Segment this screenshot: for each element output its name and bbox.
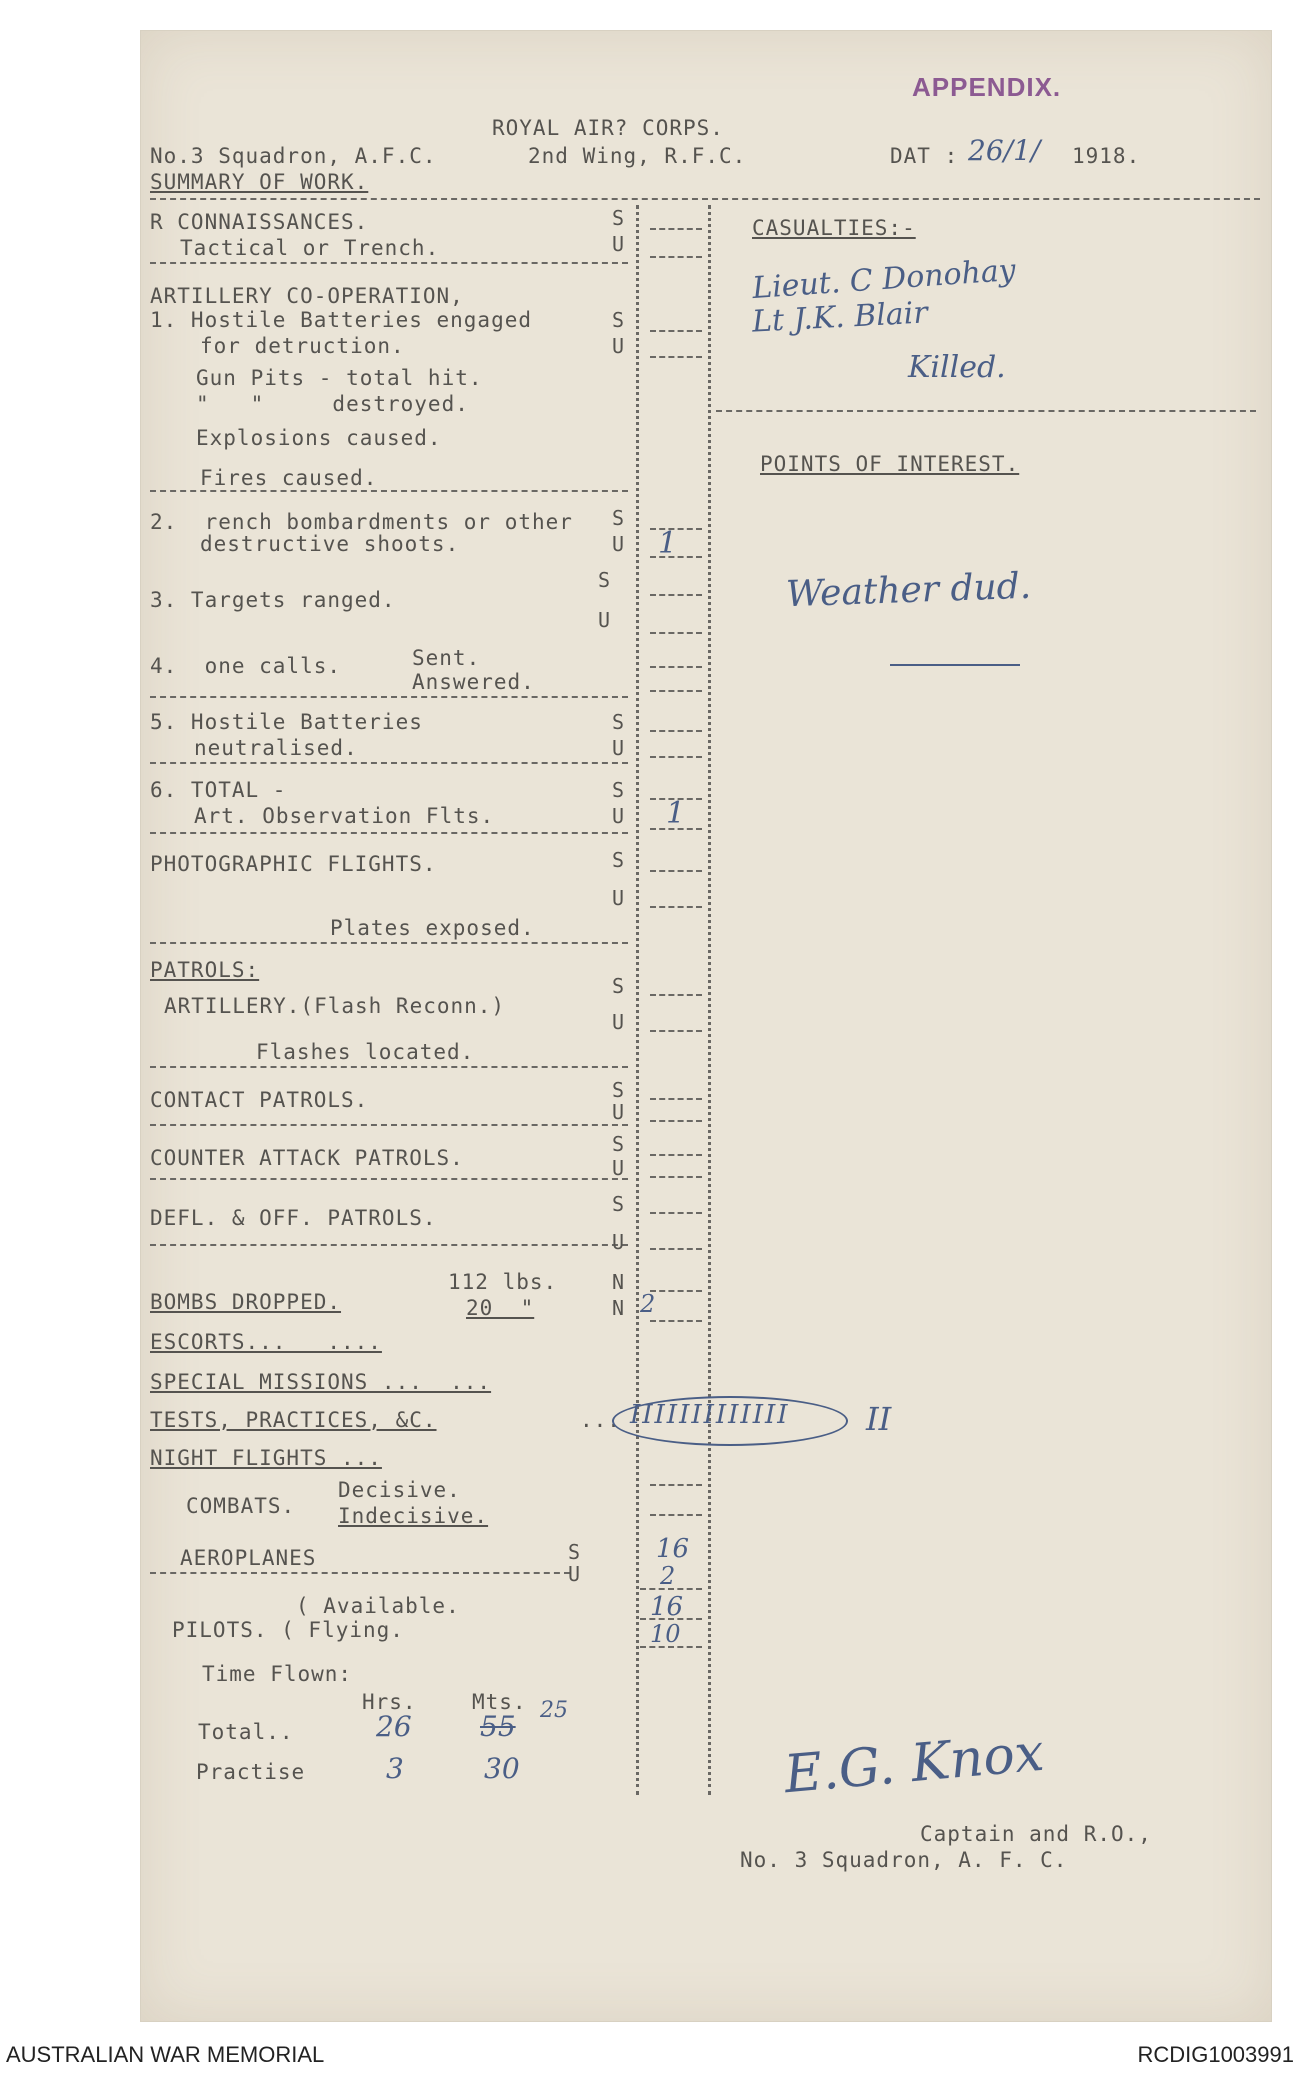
weather-note: Weather dud. [785,565,1032,616]
patrols-heading: PATROLS: [150,958,260,982]
explosions-label: Explosions caused. [196,426,442,450]
aeroplanes-label: AEROPLANES [180,1546,317,1570]
blank [650,666,702,668]
item-5-sub: neutralised. [194,736,358,760]
pilots-flying-label: PILOTS. ( Flying. [172,1618,404,1642]
su-u: U [612,334,626,358]
defl-off-label: DEFL. & OFF. PATROLS. [150,1206,437,1230]
rule [150,1124,628,1126]
blank [650,228,702,230]
artillery-heading: ARTILLERY CO-OPERATION, [150,284,464,308]
item-2-label: 2. rench bombardments or other [150,510,573,534]
blank [650,1514,702,1516]
total-hours: 26 [376,1710,412,1743]
rule [150,942,628,944]
su-u: U [612,736,626,760]
blank [650,1154,702,1156]
item-6-sub: Art. Observation Flts. [194,804,495,828]
pilots-flying-value: 10 [650,1620,681,1648]
tests-extra-tally: II [866,1400,892,1438]
photo-heading: PHOTOGRAPHIC FLIGHTS. [150,852,437,876]
casualties-heading: CASUALTIES:- [752,216,916,240]
blank [650,1098,702,1100]
tests-dots: ... [580,1408,621,1432]
appendix-stamp: APPENDIX. [912,72,1062,102]
centre-column-rule [708,205,711,1795]
blank [650,1212,702,1214]
footer-id: RCDIG1003991 [1137,2042,1294,2067]
su-u: U [612,1010,626,1034]
signoff-unit: No. 3 Squadron, A. F. C. [740,1848,1068,1872]
rule [150,762,628,764]
su-s: S [612,308,626,332]
su-u: U [612,886,626,910]
item-4-label: 4. one calls. [150,654,342,678]
blank [650,870,702,872]
blank [650,330,702,332]
date-handwritten: 26/1/ [968,134,1041,167]
rule [150,490,628,492]
special-missions-label: SPECIAL MISSIONS ... ... [150,1370,492,1394]
tactical-label: Tactical or Trench. [180,236,440,260]
time-flown-label: Time Flown: [202,1662,353,1686]
rule [150,1066,628,1068]
weather-underline [890,664,1020,666]
item-4-sent: Sent. [412,646,481,670]
shoots-u-value: 1 [658,526,678,561]
squadron-name: No.3 Squadron, A.F.C. [150,144,437,168]
su-s: S [612,778,626,802]
corps-title: ROYAL AIR? CORPS. [492,116,724,140]
footer-source: AUSTRALIAN WAR MEMORIAL [6,2042,325,2067]
header-rule [150,198,1260,200]
total-minutes: 55 [480,1710,516,1743]
bombs-heading: BOMBS DROPPED. [150,1290,342,1314]
blank [650,1120,702,1122]
summary-heading: SUMMARY OF WORK. [150,170,369,194]
su-s: S [568,1540,582,1564]
su-n: N [612,1296,626,1320]
plates-label: Plates exposed. [330,916,535,940]
available-label: ( Available. [296,1594,460,1618]
blank [650,1290,702,1292]
hrs-header: Hrs. [362,1690,417,1714]
observation-u-value: 1 [666,796,686,831]
signature: E.G. Knox [781,1722,1047,1806]
su-s: S [612,848,626,872]
blank [640,1588,702,1590]
pilots-available-value: 16 [650,1592,684,1622]
rule [150,1178,628,1180]
su-column-rule [636,205,639,1795]
recon-heading: R CONNAISSANCES. [150,210,369,234]
blank [650,1030,702,1032]
casualty-1: Lieut. C Donohay [751,252,1017,307]
casualties-killed: Killed. [908,350,1006,385]
tests-tally: IIIIIIIIIIIII [630,1400,790,1430]
item-6-label: 6. TOTAL - [150,778,287,802]
rule [150,1244,628,1246]
su-u: U [612,1100,626,1124]
blank [650,1320,702,1322]
item-1-sub: for detruction. [200,334,405,358]
item-5-label: 5. Hostile Batteries [150,710,423,734]
blank [650,1248,702,1250]
total-label: Total.. [198,1720,294,1744]
artillery-patrol-label: ARTILLERY.(Flash Reconn.) [164,994,506,1018]
flashes-label: Flashes located. [256,1040,475,1064]
gun-pits-hit: Gun Pits - total hit. [196,366,483,390]
blank [650,994,702,996]
combats-indecisive: Indecisive. [338,1504,489,1528]
contact-patrols-label: CONTACT PATROLS. [150,1088,369,1112]
su-s: S [612,1132,626,1156]
casualty-2: Lt J.K. Blair [751,295,929,340]
night-flights-label: NIGHT FLIGHTS ... [150,1446,382,1470]
bombs-112: 112 lbs. [448,1270,558,1294]
rule [150,262,628,264]
aeroplanes-s-value: 16 [656,1534,690,1564]
blank [640,1618,702,1620]
su-s: S [612,506,626,530]
tests-label: TESTS, PRACTICES, &C. [150,1408,437,1432]
blank [650,356,702,358]
blank [650,906,702,908]
blank [650,730,702,732]
bombs-20: 20 " [466,1296,535,1320]
su-s: S [612,1192,626,1216]
blank [640,1646,702,1648]
su-s: S [598,568,612,592]
rule [150,696,628,698]
signoff-title: Captain and R.O., [920,1822,1152,1846]
practise-hours: 3 [386,1752,404,1785]
aeroplanes-u-value: 2 [660,1562,676,1590]
su-u: U [612,1156,626,1180]
blank [650,1176,702,1178]
su-u: U [612,232,626,256]
counter-attack-label: COUNTER ATTACK PATROLS. [150,1146,464,1170]
su-u: U [598,608,612,632]
su-n: N [612,1270,626,1294]
mts-header: Mts. [472,1690,527,1714]
combats-decisive: Decisive. [338,1478,461,1502]
blank [650,1484,702,1486]
item-2-sub: destructive shoots. [200,532,460,556]
gun-pits-destroyed: " " destroyed. [196,392,469,416]
blank [650,632,702,634]
su-s: S [612,974,626,998]
blank [650,594,702,596]
item-1-label: 1. Hostile Batteries engaged [150,308,533,332]
item-4-answered: Answered. [412,670,535,694]
practise-label: Practise [196,1760,306,1784]
blank [650,256,702,258]
date-year: 1918. [1072,144,1141,168]
su-s: S [612,1078,626,1102]
su-u: U [612,804,626,828]
date-label: DAT : [890,144,959,168]
points-of-interest-heading: POINTS OF INTEREST. [760,452,1020,476]
fires-label: Fires caused. [200,466,378,490]
su-s: S [612,206,626,230]
rule [150,1572,570,1574]
rule [716,410,1256,412]
blank [650,690,702,692]
combats-label: COMBATS. [186,1494,296,1518]
practise-minutes: 30 [484,1752,520,1785]
su-u: U [612,1230,626,1254]
su-s: S [612,710,626,734]
escorts-label: ESCORTS... .... [150,1330,382,1354]
blank [650,756,702,758]
item-3-label: 3. Targets ranged. [150,588,396,612]
total-minutes-correction: 25 [540,1698,568,1723]
su-u: U [568,1562,582,1586]
su-u: U [612,532,626,556]
bombs-20-value: 2 [640,1290,656,1318]
wing-name: 2nd Wing, R.F.C. [528,144,747,168]
rule [150,832,628,834]
